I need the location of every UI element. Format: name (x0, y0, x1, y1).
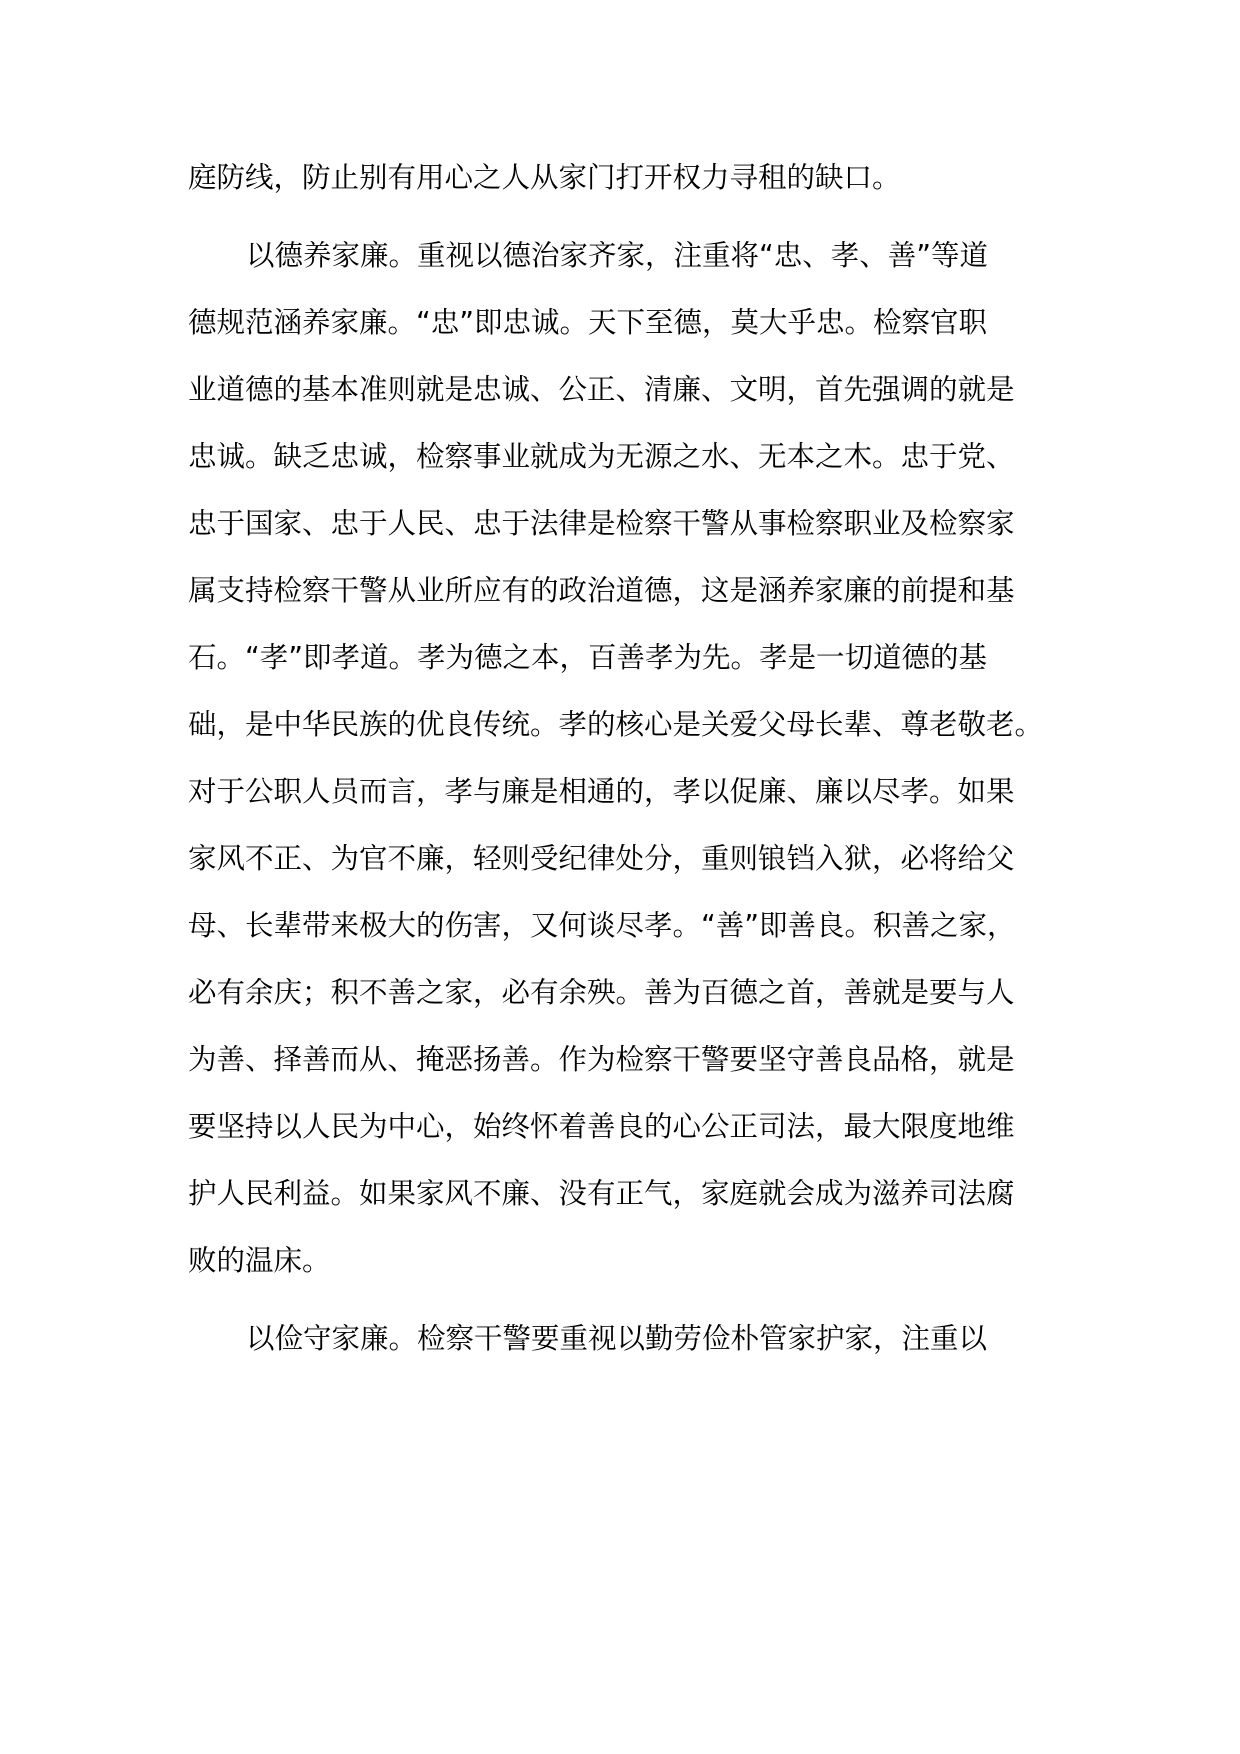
text-line: 础，是中华民族的优良传统。孝的核心是关爱父母长辈、尊老敬老。 (188, 708, 1044, 741)
paragraph-first-line: 以德养家廉。重视以德治家齐家，注重将“忠、孝、善”等道 (246, 239, 989, 272)
text-line: 为善、择善而从、掩恶扬善。作为检察干警要坚守善良品格，就是 (188, 1043, 1015, 1076)
text-line: 对于公职人员而言，孝与廉是相通的，孝以促廉、廉以尽孝。如果 (188, 775, 1015, 808)
text-line: 业道德的基本准则就是忠诚、公正、清廉、文明，首先强调的就是 (188, 373, 1015, 406)
text-line: 石。“孝”即孝道。孝为德之本，百善孝为先。孝是一切道德的基 (188, 641, 988, 674)
text-line: 庭防线，防止别有用心之人从家门打开权力寻租的缺口。 (188, 161, 901, 194)
text-line: 家风不正、为官不廉，轻则受纪律处分，重则锒铛入狱，必将给父 (188, 842, 1015, 875)
text-line: 属支持检察干警从业所应有的政治道德，这是涵养家廉的前提和基 (188, 574, 1015, 607)
text-line: 德规范涵养家廉。“忠”即忠诚。天下至德，莫大乎忠。检察官职 (188, 306, 988, 339)
text-line: 必有余庆；积不善之家，必有余殃。善为百德之首，善就是要与人 (188, 976, 1015, 1009)
text-line: 护人民利益。如果家风不廉、没有正气，家庭就会成为滋养司法腐 (188, 1177, 1015, 1210)
text-line: 败的温床。 (188, 1244, 331, 1277)
text-line: 忠于国家、忠于人民、忠于法律是检察干警从事检察职业及检察家 (188, 507, 1015, 540)
text-line: 要坚持以人民为中心，始终怀着善良的心公正司法，最大限度地维 (188, 1110, 1015, 1143)
text-line: 母、长辈带来极大的伤害，又何谈尽孝。“善”即善良。积善之家， (188, 909, 1016, 942)
text-line: 忠诚。缺乏忠诚，检察事业就成为无源之水、无本之木。忠于党、 (188, 440, 1015, 473)
paragraph-first-line: 以俭守家廉。检察干警要重视以勤劳俭朴管家护家，注重以 (246, 1322, 988, 1355)
